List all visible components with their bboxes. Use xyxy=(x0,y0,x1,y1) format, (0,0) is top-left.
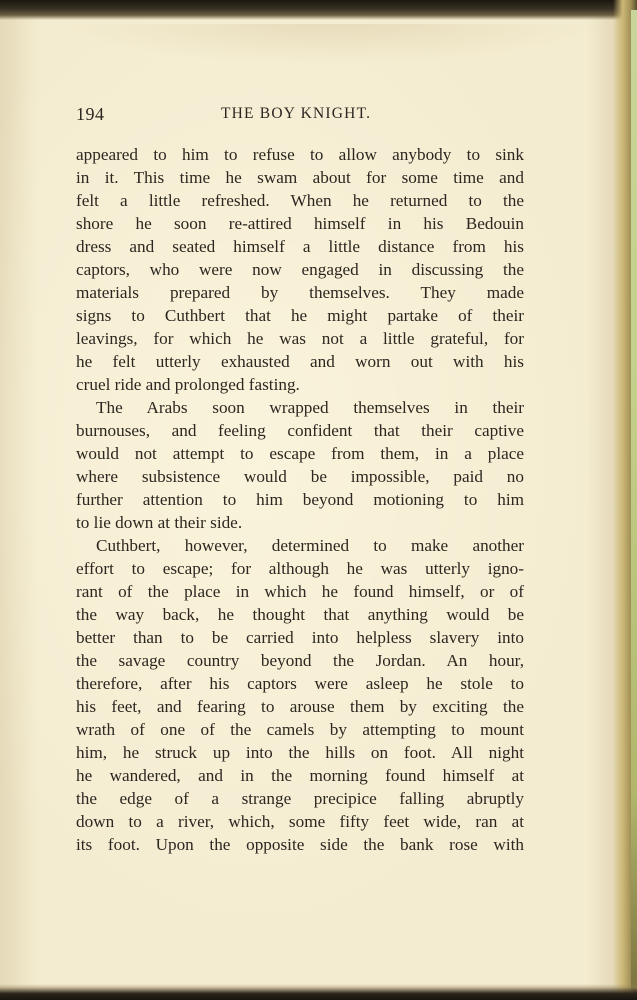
text-line: therefore, after his captors were asleep he stole to xyxy=(76,674,524,693)
text-line: its foot. Upon the opposite side the bank rose with xyxy=(76,835,524,854)
text-line: he wandered, and in the morning found himself at xyxy=(76,766,524,785)
text-line: signs to Cuthbert that he might partake of their xyxy=(76,306,524,325)
text-line: his feet, and fearing to arouse them by exciting the xyxy=(76,697,524,716)
text-line: the edge of a strange precipice falling abruptly xyxy=(76,789,524,808)
text-line: to lie down at their side. xyxy=(76,513,243,532)
text-line: burnouses, and feeling confident that their captive xyxy=(76,421,524,440)
page-top-edge xyxy=(0,0,637,20)
text-line: felt a little refreshed. When he returned to the xyxy=(76,191,524,210)
text-line: materials prepared by themselves. They made xyxy=(76,283,524,302)
text-line: captors, who were now engaged in discussing the xyxy=(76,260,524,279)
text-line: he felt utterly exhausted and worn out with his xyxy=(76,352,524,371)
text-line: down to a river, which, some fifty feet wide, ran at xyxy=(76,812,524,831)
text-line: the savage country beyond the Jordan. An hour, xyxy=(76,651,524,670)
text-line: dress and seated himself a little distance from his xyxy=(76,237,524,256)
text-line: The Arabs soon wrapped themselves in their xyxy=(96,398,524,417)
text-line: cruel ride and prolonged fasting. xyxy=(76,375,300,394)
text-line: shore he soon re-attired himself in his Bedouin xyxy=(76,214,524,233)
text-line: better than to be carried into helpless slavery into xyxy=(76,628,524,647)
text-line: would not attempt to escape from them, in a place xyxy=(76,444,524,463)
running-head: THE BOY KNIGHT. xyxy=(221,105,372,122)
text-line: where subsistence would be impossible, paid no xyxy=(76,467,524,486)
page-header xyxy=(76,104,524,130)
text-line: in it. This time he swam about for some time and xyxy=(76,168,524,187)
text-line: effort to escape; for although he was utterly igno- xyxy=(76,559,524,578)
page-bottom-edge xyxy=(0,984,637,1000)
paper-stain xyxy=(60,24,600,64)
text-line: wrath of one of the camels by attempting to mount xyxy=(76,720,524,739)
text-line: leavings, for which he was not a little grateful, for xyxy=(76,329,524,348)
text-line: appeared to him to refuse to allow anybody to sink xyxy=(76,145,524,164)
page-number: 194 xyxy=(76,104,105,124)
text-line: Cuthbert, however, determined to make another xyxy=(96,536,524,555)
next-page-sliver xyxy=(631,10,637,990)
body-text xyxy=(76,143,524,856)
text-line: rant of the place in which he found himself, or of xyxy=(76,582,524,601)
text-line: him, he struck up into the hills on foot. All night xyxy=(76,743,524,762)
text-line: further attention to him beyond motioning to him xyxy=(76,490,524,509)
text-line: the way back, he thought that anything would be xyxy=(76,605,524,624)
